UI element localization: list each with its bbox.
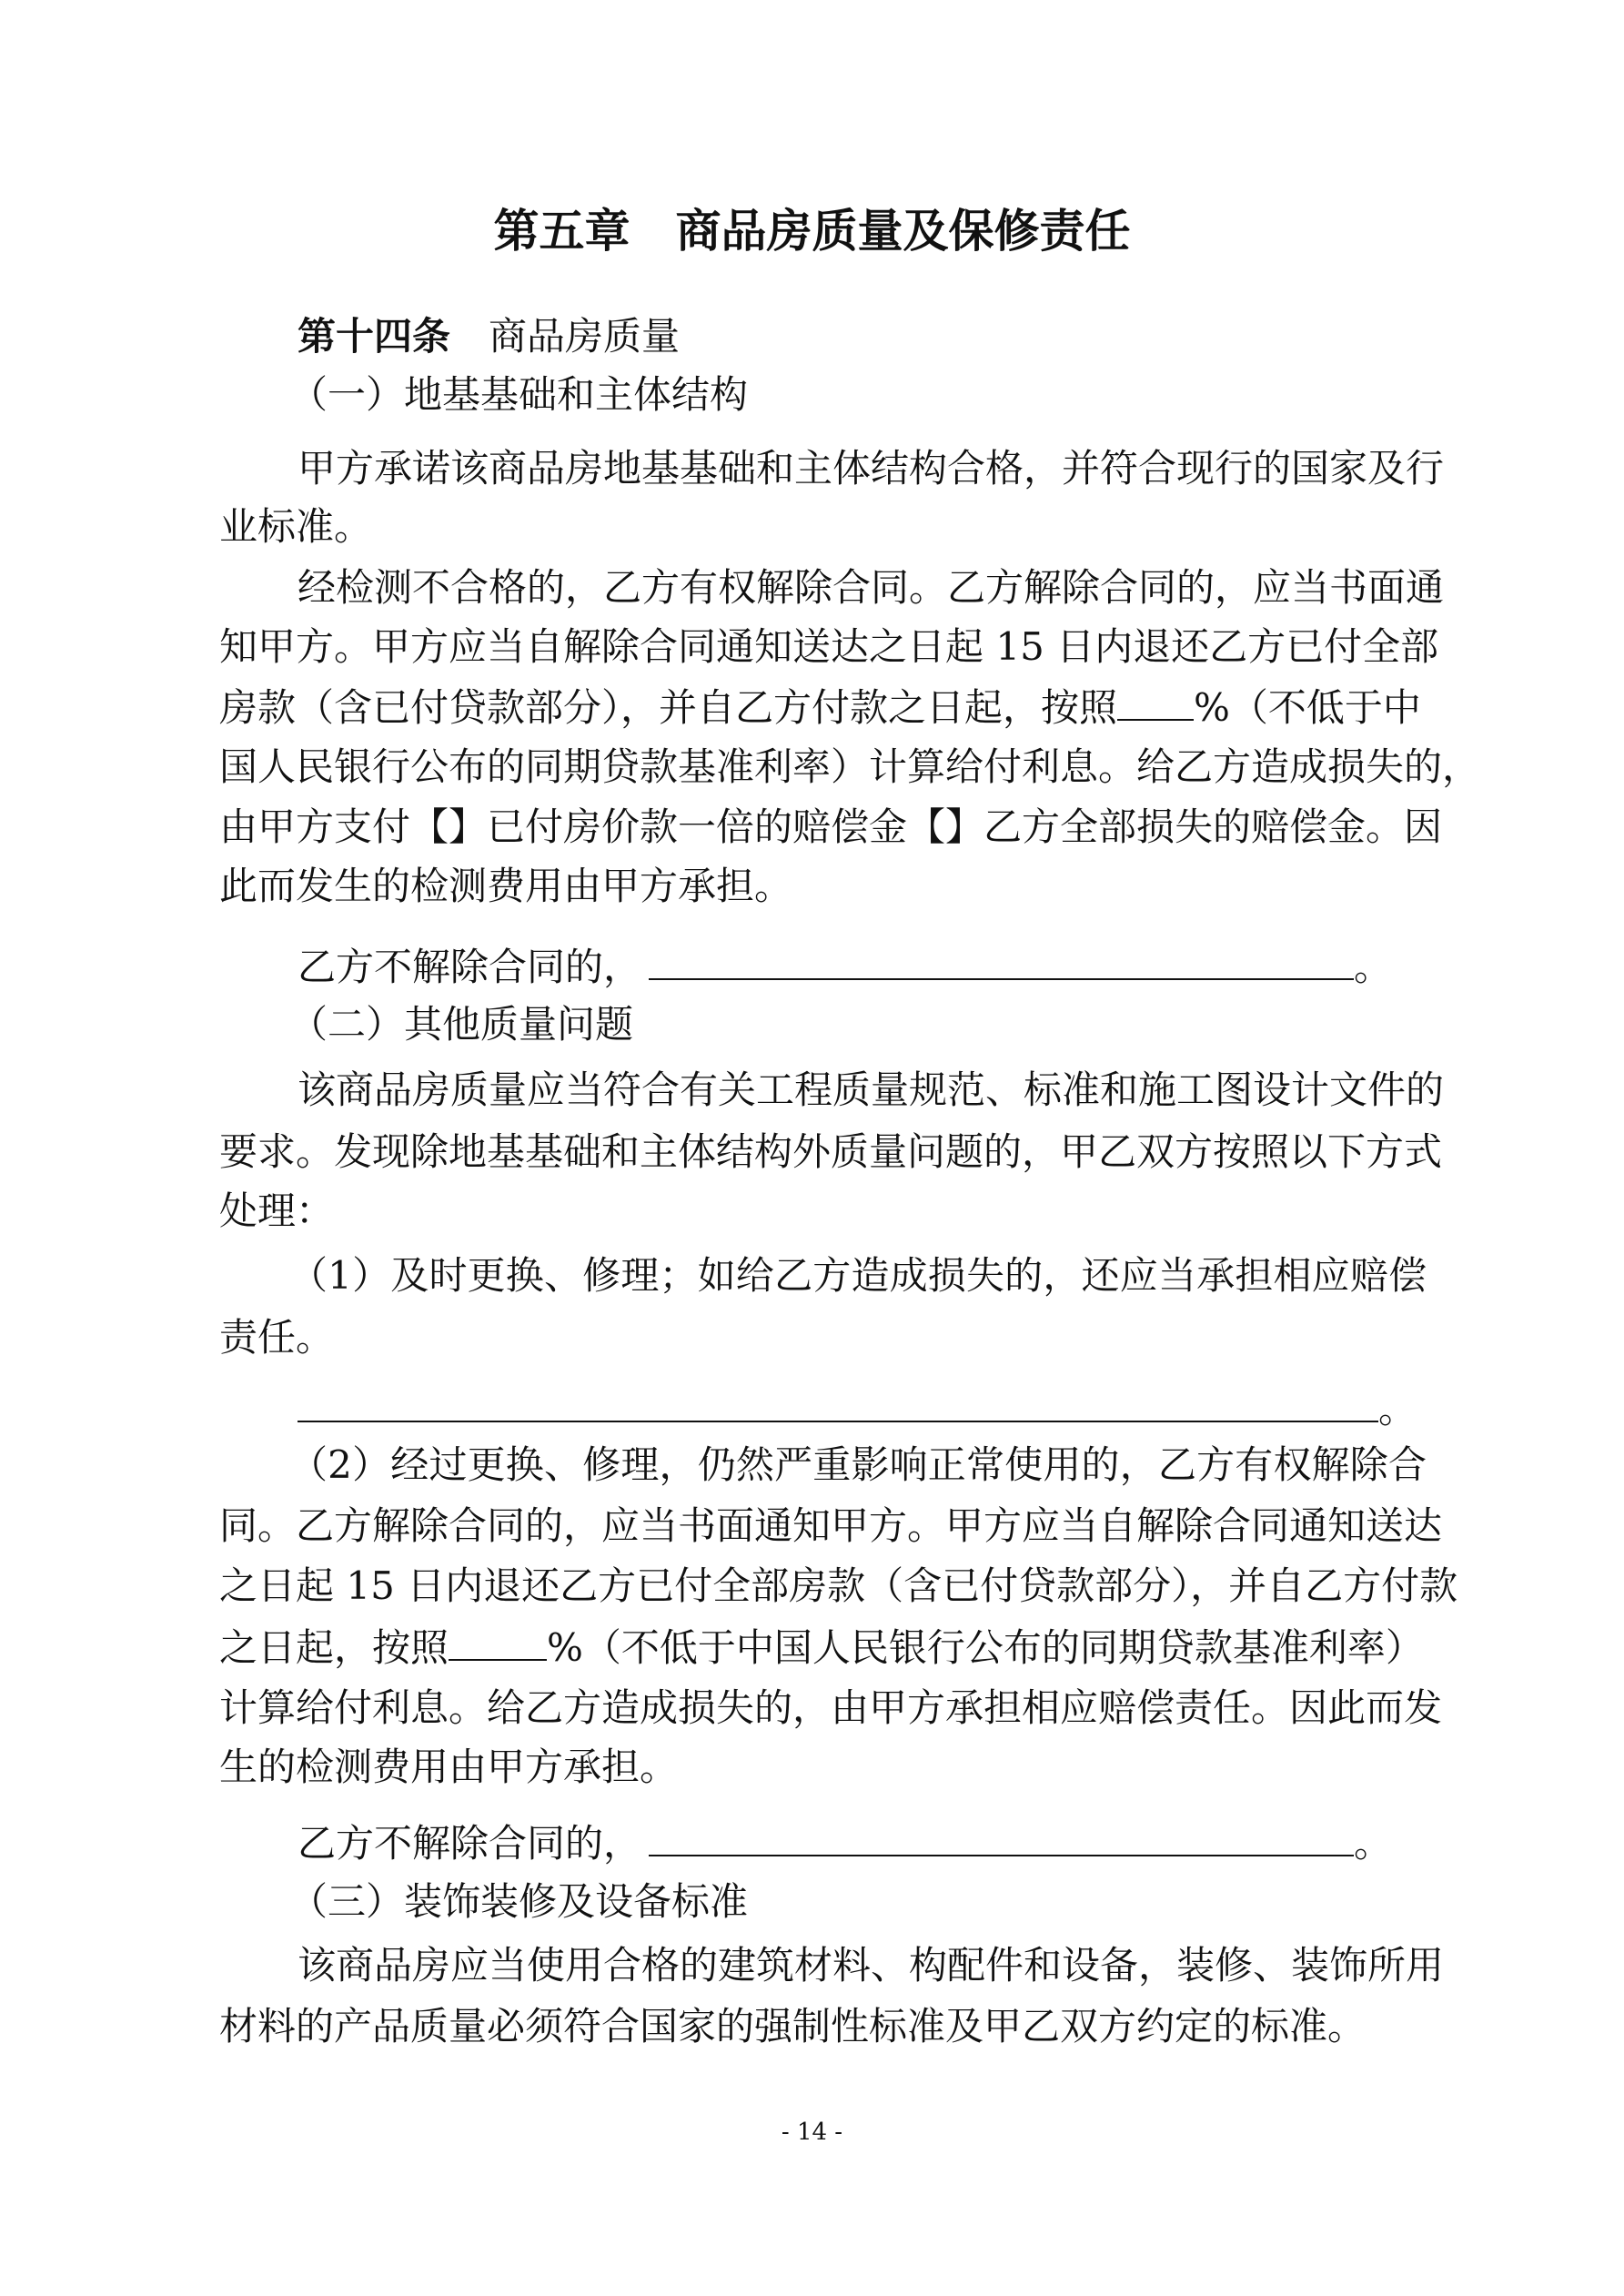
paragraph-line — [219, 683, 1427, 733]
paragraph-line: 同。乙方解除合同的，应当书面通知甲方。甲方应当自解除合同通知送达 — [219, 1503, 1443, 1548]
paragraph-line: 生的检测费用由甲方承担。 — [219, 1745, 679, 1789]
article-number: 第十四条 — [298, 314, 451, 359]
paragraph-line: 国人民银行公布的同期贷款基准利率）计算给付利息。给乙方造成损失的， — [219, 744, 1481, 789]
paragraph-line: 经检测不合格的，乙方有权解除合同。乙方解除合同的，应当书面通 — [298, 565, 1445, 610]
text: 。 — [1378, 1387, 1417, 1431]
paragraph-line: 计算给付利息。给乙方造成损失的，由甲方承担相应赔偿责任。因此而发 — [219, 1685, 1443, 1730]
fill-blank-2[interactable] — [298, 1384, 1378, 1422]
paragraph-line: 材料的产品质量必须符合国家的强制性标准及甲乙双方约定的标准。 — [219, 2004, 1367, 2048]
paragraph-line: 责任。 — [219, 1315, 335, 1360]
text: 。 — [1354, 1821, 1393, 1866]
paragraph-line: 之日起 15 日内退还乙方已付全部房款（含已付贷款部分），并自乙方付款 — [219, 1563, 1458, 1608]
fill-blank-1[interactable] — [649, 942, 1354, 980]
paragraph-line — [298, 1818, 1427, 1869]
paragraph-line — [298, 942, 1427, 993]
paragraph-line: 该商品房应当使用合格的建筑材料、构配件和设备，装修、装饰所用 — [298, 1943, 1445, 1988]
page-number: - 14 - — [781, 2119, 843, 2146]
paragraph-line: 处理： — [219, 1188, 335, 1233]
paragraph-line: （1）及时更换、修理；如给乙方造成损失的，还应当承担相应赔偿 — [289, 1253, 1427, 1298]
paragraph-line: 该商品房质量应当符合有关工程质量规范、标准和施工图设计文件的 — [298, 1067, 1445, 1112]
chapter-title: 第五章 商品房质量及保修责任 — [493, 204, 1131, 258]
article-heading — [298, 311, 1427, 362]
section-heading-2: （二）其他质量问题 — [289, 1002, 634, 1047]
article-name: 商品房质量 — [489, 314, 681, 359]
paragraph-line: 知甲方。甲方应当自解除合同通知送达之日起 15 日内退还乙方已付全部 — [219, 624, 1439, 669]
section-heading-3: （三）装饰装修及设备标准 — [289, 1879, 749, 1924]
fill-blank-3[interactable] — [649, 1818, 1354, 1856]
paragraph-line: 由甲方支付【】已付房价款一倍的赔偿金【】乙方全部损失的赔偿金。因 — [219, 804, 1443, 849]
text: 房款（含已付贷款部分），并自乙方付款之日起，按照 — [219, 685, 1118, 730]
paragraph-line: 此而发生的检测费用由甲方承担。 — [219, 864, 793, 908]
section-heading-1: （一）地基基础和主体结构 — [289, 372, 749, 417]
paragraph-line — [219, 1623, 1427, 1674]
paragraph-line: 要求。发现除地基基础和主体结构外质量问题的，甲乙双方按照以下方式 — [219, 1129, 1443, 1174]
text: 乙方不解除合同的， — [298, 1821, 642, 1866]
paragraph-line: 甲方承诺该商品房地基基础和主体结构合格，并符合现行的国家及行 — [298, 446, 1445, 491]
paragraph-line: 业标准。 — [219, 504, 373, 549]
rate-blank-2[interactable] — [449, 1623, 547, 1661]
text: 。 — [1354, 945, 1393, 989]
text: %（不低于中国人民银行公布的同期贷款基准利率） — [547, 1625, 1424, 1670]
text: 乙方不解除合同的， — [298, 945, 642, 989]
text: %（不低于中 — [1194, 685, 1421, 730]
paragraph-line — [298, 1384, 1427, 1435]
paragraph-line: （2）经过更换、修理，仍然严重影响正常使用的，乙方有权解除合 — [289, 1442, 1427, 1487]
rate-blank-1[interactable] — [1117, 683, 1194, 721]
text: 之日起，按照 — [219, 1625, 449, 1670]
